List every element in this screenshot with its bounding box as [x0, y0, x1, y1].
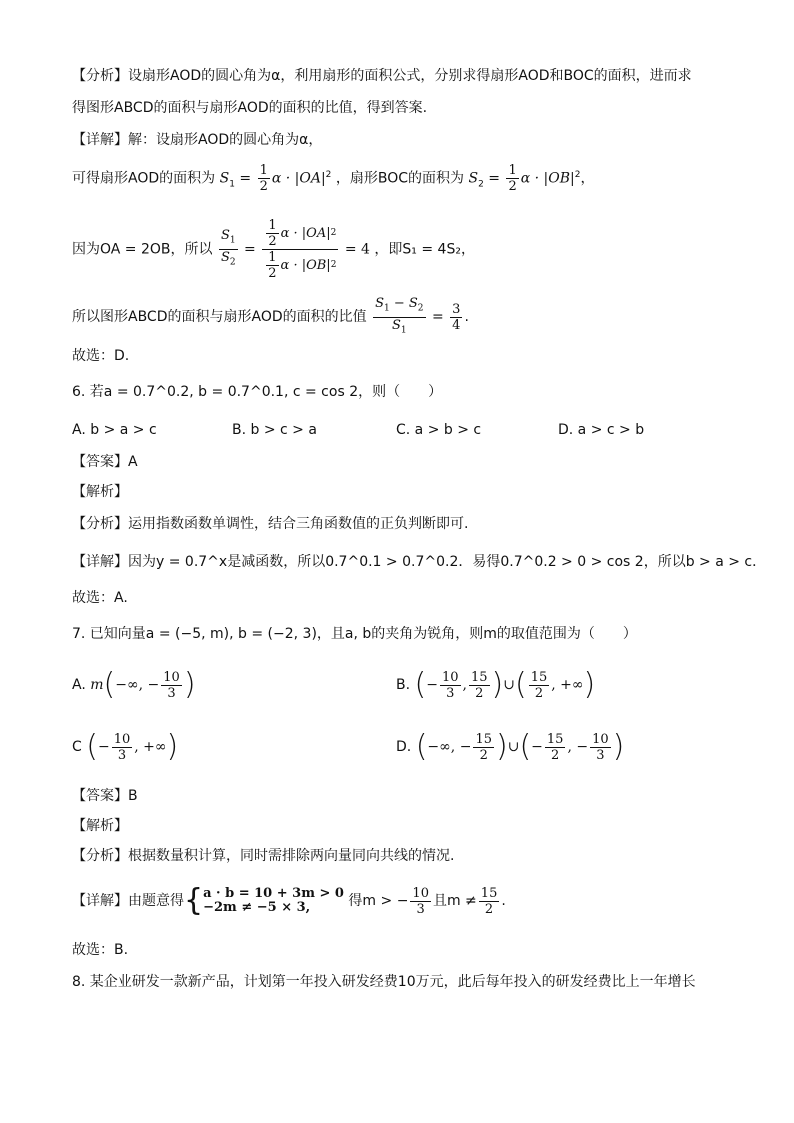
q7-detail-text-a: 【详解】由题意得 [72, 893, 184, 909]
q7-answer: 【答案】B [72, 788, 138, 804]
detail-line-4: 所以图形ABCD的面积与扇形AOD的面积的比值 $\frac{S_1 - S_2}{S_1}$ = $\frac{3}{4}$ . [72, 296, 469, 336]
detail-line-4-text-a: 所以图形ABCD的面积与扇形AOD的面积的比值 [72, 309, 367, 326]
half-fraction: $\frac{1}{2}$ [259, 163, 268, 195]
q6-option-d: D. a > c > b [558, 422, 645, 438]
q7-analysis: 【分析】根据数量积计算，同时需排除两向量同向共线的情况. [72, 848, 455, 864]
detail-line-3: 因为OA = 2OB，所以 $\frac{S_1}{S_2}$ = $\frac{1}{2}$ α · |OA| 2 $\frac{1}{2}$ α · |OB| 2 = 4 ，即S₁ = 4S₂， [72, 218, 475, 281]
q7-option-c-label: C [72, 739, 82, 755]
q6-analysis: 【分析】运用指数函数单调性，结合三角函数值的正负判断即可. [72, 516, 469, 532]
q7-option-b-label: B. [396, 677, 411, 693]
detail-line-2-text-a: 可得扇形AOD的面积为 [72, 170, 216, 187]
q6-choice: 故选：A. [72, 590, 128, 606]
q7-eq-2: −2m ≠ −5 × 3, [203, 900, 311, 915]
q6-option-b: B. b > c > a [232, 422, 317, 438]
ratio-fraction: $\frac{1}{2}$ α · |OA| 2 $\frac{1}{2}$ α · |OB| 2 [262, 218, 338, 281]
answer-d-line: 故选：D. [72, 348, 130, 364]
q6-option-a: A. b > a > c [72, 422, 157, 438]
q7-eq-1: a · b = 10 + 3m > 0 [203, 886, 344, 901]
detail-line-3-text-b: ，即S₁ = 4S₂， [374, 241, 475, 258]
q7-option-d-label: D. [396, 739, 412, 755]
q7-option-d: D. (−∞, − $\frac{15}{2}$ )∪(− $\frac{15}{2}$ , − $\frac{10}{3}$ ) [396, 729, 625, 764]
q6-answer: 【答案】A [72, 454, 138, 470]
q7-option-c: C (− $\frac{10}{3}$ , +∞) [72, 729, 179, 764]
q7-option-a-label: A. [72, 677, 86, 693]
question-6: 6. 若a = 0.7^0.2, b = 0.7^0.1, c = cos 2，则（ ） [72, 384, 443, 400]
detail-line-2: 可得扇形AOD的面积为 $S_1$ = $\frac{1}{2}$ $\alpha \cdot |OA|^2$ ，扇形BOC的面积为 $S_2$ = $\frac{1}{2}$ $\alpha \cdot |OB|^2$， [72, 163, 595, 195]
q7-option-b: B. (− $\frac{10}{3}$ , $\frac{15}{2}$ )∪( $\frac{15}{2}$ , +∞) [396, 667, 596, 702]
analysis-line-2: 得图形ABCD的面积与扇形AOD的面积的比值，得到答案. [72, 100, 428, 116]
detail-line-2-text-b: ，扇形BOC的面积为 [335, 170, 465, 187]
analysis-line-1: 【分析】设扇形AOD的圆心角为α，利用扇形的面积公式，分别求得扇形AOD和BOC的面积，进而求 [72, 68, 692, 84]
q7-jiexi: 【解析】 [72, 818, 128, 834]
question-8: 8. 某企业研发一款新产品，计划第一年投入研发经费10万元，此后每年投入的研发经费比上一年增长 [72, 974, 696, 990]
detail-line-1: 【详解】解：设扇形AOD的圆心角为α， [72, 132, 323, 148]
q7-detail-text-b: 得m > − [348, 893, 409, 909]
q6-jiexi: 【解析】 [72, 484, 128, 500]
q7-detail: 【详解】由题意得{ a · b = 10 + 3m > 0 −2m ≠ −5 × 3, 得m > − $\frac{10}{3}$ 且m ≠ $\frac{15}{2}$ . [72, 883, 506, 918]
q6-detail: 【详解】因为y = 0.7^x是减函数，所以0.7^0.1 > 0.7^0.2．易得0.7^0.2 > 0 > cos 2，所以b > a > c． [72, 554, 767, 570]
question-7: 7. 已知向量a = (−5, m), b = (−2, 3)，且a, b的夹角为锐角，则m的取值范围为（ ） [72, 626, 637, 642]
q7-detail-text-c: 且m ≠ [432, 893, 477, 909]
detail-line-3-text-a: 因为OA = 2OB，所以 [72, 241, 213, 258]
q7-choice: 故选：B. [72, 942, 129, 958]
q6-option-c: C. a > b > c [396, 422, 482, 438]
q7-option-a: A. m(−∞, − $\frac{10}{3}$ ) [72, 667, 196, 702]
q7-equation-system [203, 887, 344, 915]
